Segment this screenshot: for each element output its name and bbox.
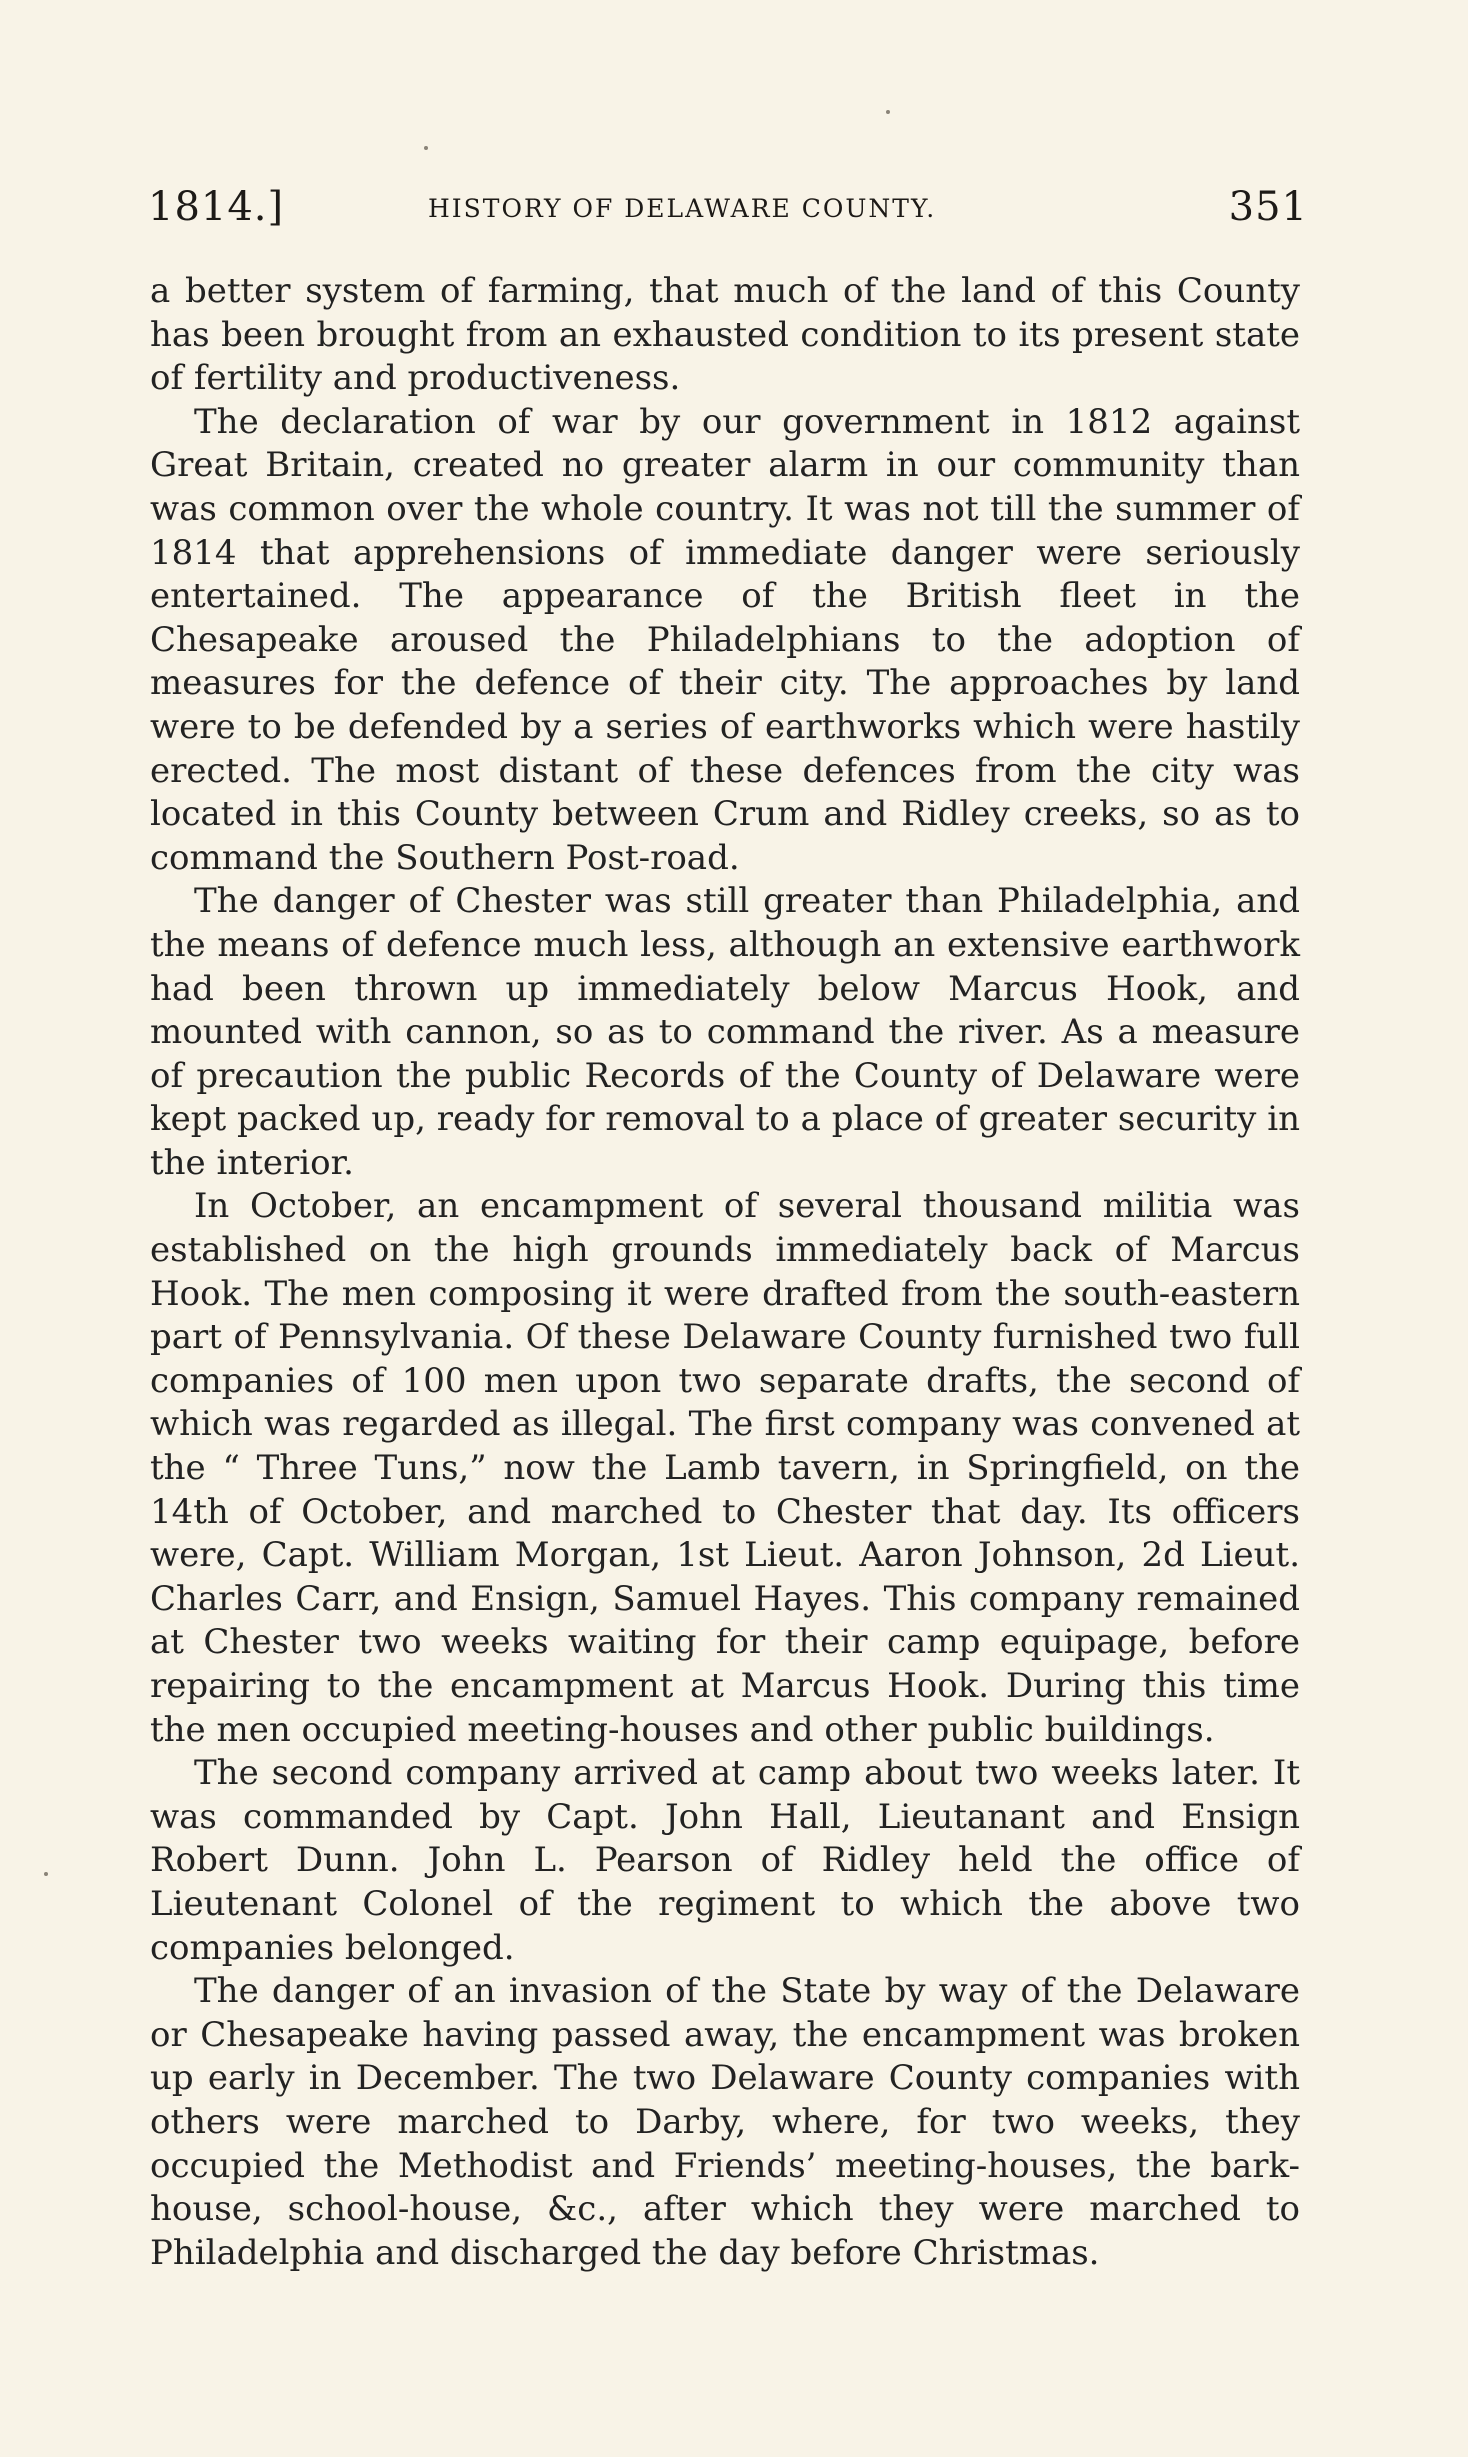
paper-speck [424, 146, 428, 150]
header-year: 1814.] [148, 184, 285, 230]
paragraph-continuation: a better system of farming, that much of the land of this County has been brought from an exhausted condition to its present state of fertility and productiveness. [150, 271, 1300, 399]
running-head [148, 184, 1308, 240]
paper-speck [44, 1872, 48, 1876]
page-number: 351 [1228, 184, 1308, 230]
paragraph-encampment-broken-up: The danger of an invasion of the State by way of the Delaware or Chesapeake having passed away, the encampment was broken up early in December. The two Delaware County companies with others were marched to Darby, where, for two weeks, they occupied the Methodist and Friends’ meeting-houses, the bark-house, school-house, &c., after which they were marched to Philadelphia and discharged the day before Christmas. [150, 1971, 1300, 2273]
body-text [150, 270, 1300, 2275]
paragraph-october-encampment: In October, an encampment of several thousand militia was established on the high grounds immediately back of Marcus Hook. The men composing it were drafted from the south-eastern part of Pennsylvania. Of these Delaware County furnished two full companies of 100 men upon two separate drafts, the second of which was regarded as illegal. The first company was convened at the “ Three Tuns,” now the Lamb tavern, in Springfield, on the 14th of October, and marched to Chester that day. Its officers were, Capt. William Morgan, 1st Lieut. Aaron Johnson, 2d Lieut. Charles Carr, and Ensign, Samuel Hayes. This company remained at Chester two weeks waiting for their camp equipage, before repairing to the encampment at Marcus Hook. During this time the men occupied meeting-houses and other public buildings. [150, 1186, 1300, 1750]
paper-speck [886, 110, 890, 114]
header-title: HISTORY OF DELAWARE COUNTY. [428, 194, 937, 223]
paragraph-danger-of-chester: The danger of Chester was still greater than Philadelphia, and the means of defence much less, although an extensive earthwork had been thrown up immediately below Marcus Hook, and mounted with cannon, so as to command the river. As a measure of precaution the public Records of the County of Delaware were kept packed up, ready for removal to a place of greater security in the interior. [150, 881, 1300, 1183]
paragraph-second-company: The second company arrived at camp about two weeks later. It was commanded by Capt. John Hall, Lieutanant and Ensign Robert Dunn. John L. Pearson of Ridley held the office of Lieutenant Colonel of the regiment to which the above two companies belonged. [150, 1753, 1300, 1968]
paragraph-declaration-of-war: The declaration of war by our government in 1812 against Great Britain, created no greater alarm in our community than was common over the whole country. It was not till the summer of 1814 that apprehensions of immediate danger were seriously entertained. The appearance of the British fleet in the Chesapeake aroused the Philadelphians to the adoption of measures for the defence of their city. The approaches by land were to be defended by a series of earthworks which were hastily erected. The most distant of these defences from the city was located in this County between Crum and Ridley creeks, so as to command the Southern Post-road. [150, 401, 1300, 878]
